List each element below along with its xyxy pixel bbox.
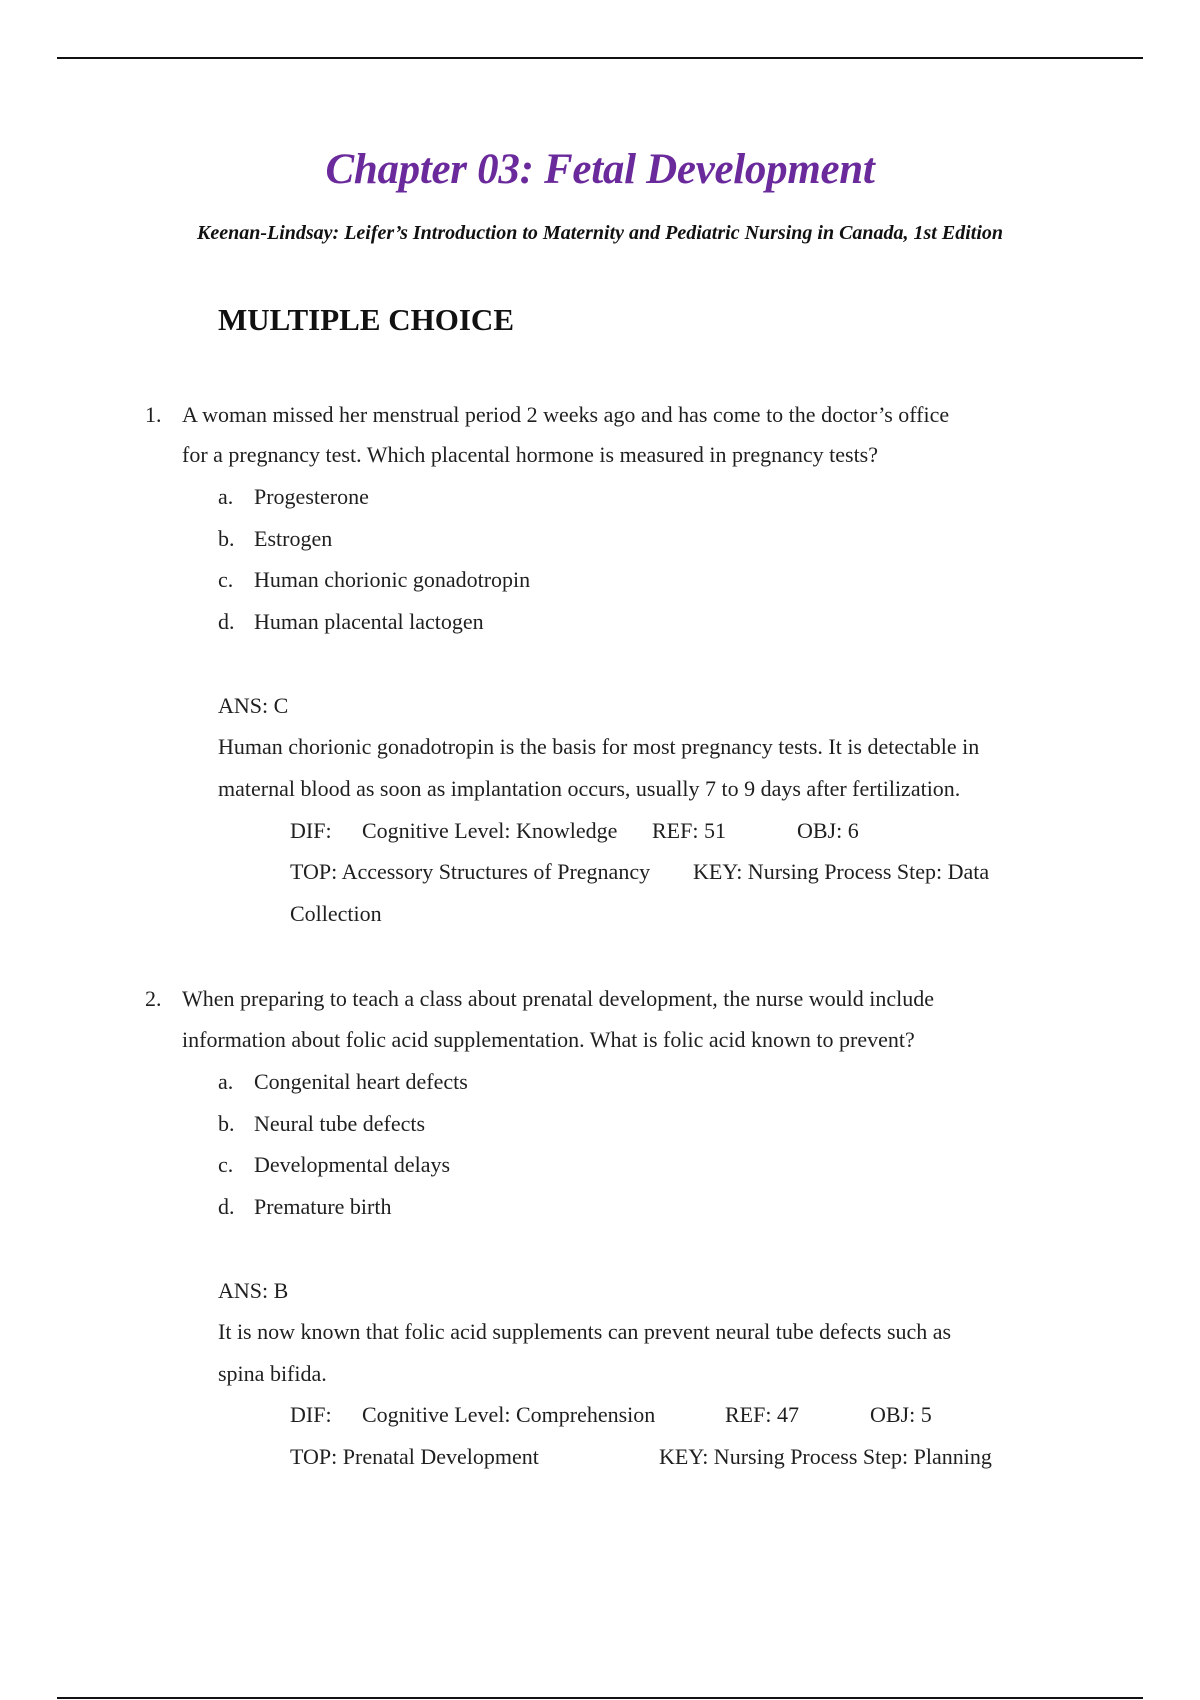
meta-top: TOP: Prenatal Development (290, 1444, 539, 1469)
option-letter: d. (218, 1194, 235, 1219)
rationale-line: It is now known that folic acid supplements can prevent neural tube defects such as (218, 1319, 952, 1344)
meta-obj: OBJ: 6 (797, 818, 859, 843)
meta-top: TOP: Accessory Structures of Pregnancy (290, 859, 651, 884)
meta-ref: REF: 47 (725, 1402, 799, 1427)
option-text: Progesterone (254, 484, 369, 509)
meta-dif: Cognitive Level: Comprehension (362, 1402, 656, 1427)
option-text: Human chorionic gonadotropin (254, 567, 531, 592)
question-number: 2. (145, 986, 162, 1011)
question-number: 1. (145, 402, 162, 427)
option-letter: d. (218, 609, 235, 634)
rationale-line: spina bifida. (218, 1361, 327, 1386)
option-text: Neural tube defects (254, 1111, 426, 1136)
option-letter: b. (218, 1111, 235, 1136)
meta-dif: Cognitive Level: Knowledge (362, 818, 618, 843)
option-text: Congenital heart defects (254, 1069, 468, 1094)
book-subtitle: Keenan-Lindsay: Leifer’s Introduction to Maternity and Pediatric Nursing in Canada, 1st Edition (196, 222, 1003, 244)
answer-key: ANS: C (218, 693, 289, 718)
section-heading: MULTIPLE CHOICE (218, 302, 514, 337)
option-letter: c. (218, 1152, 234, 1177)
top-rule (57, 57, 1143, 59)
option-text: Estrogen (254, 526, 333, 551)
answer-key: ANS: B (218, 1278, 289, 1303)
meta-key-continued: Collection (290, 901, 382, 926)
question-stem-line: When preparing to teach a class about prenatal development, the nurse would include (182, 986, 935, 1011)
meta-ref: REF: 51 (652, 818, 726, 843)
meta-dif-label: DIF: (290, 818, 332, 843)
rationale-line: maternal blood as soon as implantation occurs, usually 7 to 9 days after fertilization. (218, 776, 961, 801)
rationale-line: Human chorionic gonadotropin is the basis for most pregnancy tests. It is detectable in (218, 734, 980, 759)
meta-dif-label: DIF: (290, 1402, 332, 1427)
option-text: Developmental delays (254, 1152, 451, 1177)
meta-key: KEY: Nursing Process Step: Planning (659, 1444, 992, 1469)
chapter-title: Chapter 03: Fetal Development (325, 146, 875, 193)
option-text: Premature birth (254, 1194, 392, 1219)
option-letter: b. (218, 526, 235, 551)
option-text: Human placental lactogen (254, 609, 484, 634)
question-stem-line: information about folic acid supplementation. What is folic acid known to prevent? (182, 1027, 915, 1052)
question-stem-line: for a pregnancy test. Which placental hormone is measured in pregnancy tests? (182, 442, 879, 467)
option-letter: a. (218, 1069, 234, 1094)
question-stem-line: A woman missed her menstrual period 2 weeks ago and has come to the doctor’s office (182, 402, 950, 427)
option-letter: a. (218, 484, 234, 509)
meta-key: KEY: Nursing Process Step: Data (693, 859, 990, 884)
meta-obj: OBJ: 5 (870, 1402, 932, 1427)
bottom-rule (57, 1697, 1143, 1699)
option-letter: c. (218, 567, 234, 592)
